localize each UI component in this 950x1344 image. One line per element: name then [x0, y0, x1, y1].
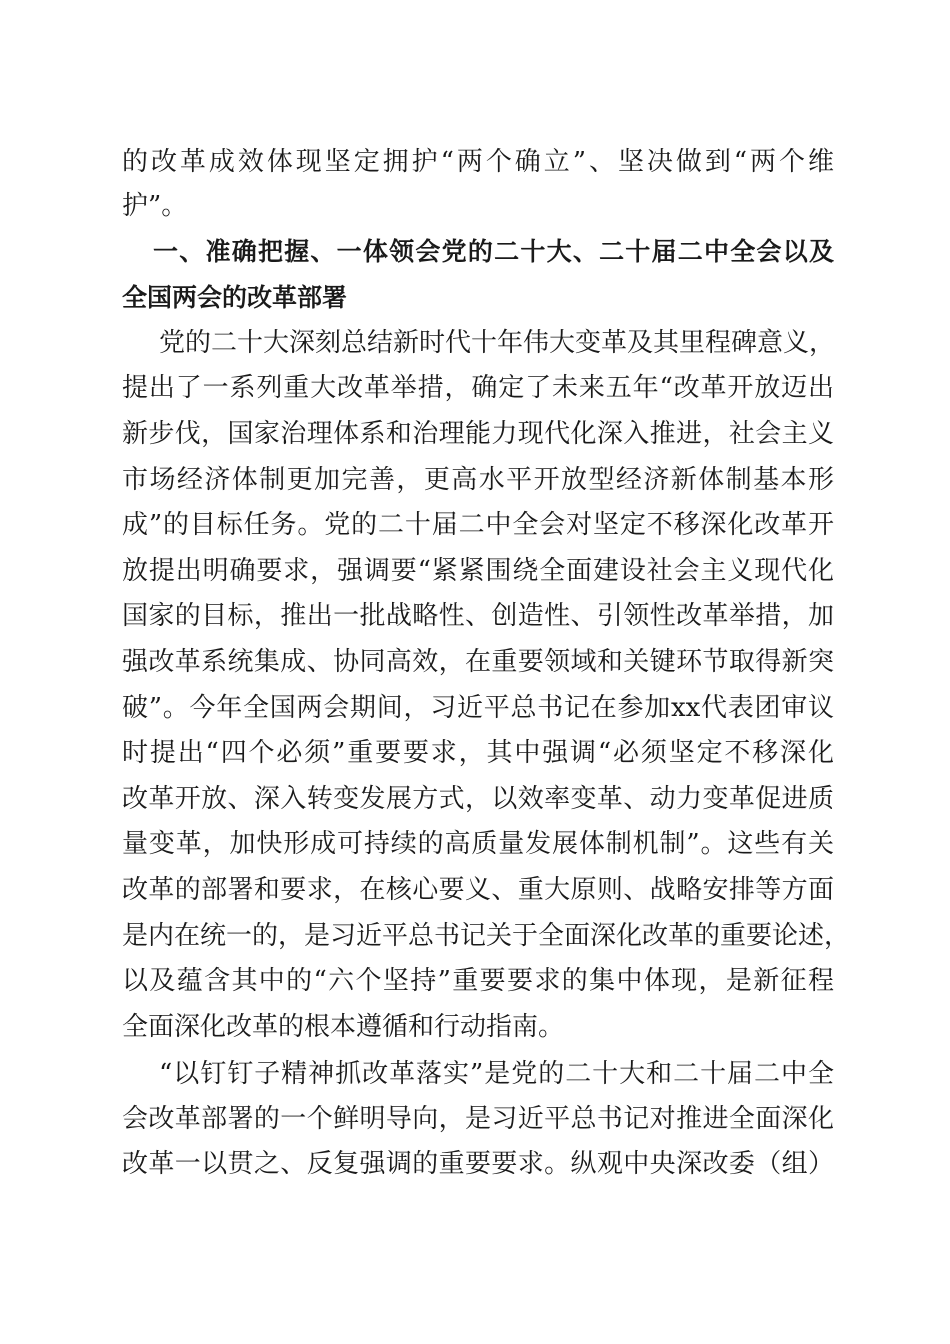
section-heading-line-2: 全国两会的改革部署 [122, 283, 348, 312]
paragraph-1-line: 党的二十大深刻总结新时代十年伟大变革及其里程碑意义， [159, 328, 836, 358]
paragraph-1-line: 国家的目标，推出一批战略性、创造性、引领性改革举措，加 [122, 601, 834, 631]
paragraph-1-line: 改革开放、深入转变发展方式，以效率变革、动力变革促进质 [122, 784, 834, 814]
paragraph-1-line: 以及蕴含其中的“六个坚持”重要要求的集中体现，是新征程 [122, 966, 834, 996]
paragraph-1-line: 全面深化改革的根本遵循和行动指南。 [122, 1012, 565, 1042]
section-heading-line-1: 一、准确把握、一体领会党的二十大、二十届二中全会以及 [153, 237, 834, 266]
paragraph-2-line: 改革一以贯之、反复强调的重要要求。纵观中央深改委（组） [122, 1149, 834, 1179]
intro-line-2: 护”。 [122, 191, 188, 221]
paragraph-2-line: “以钉钉子精神抓改革落实”是党的二十大和二十届二中全 [159, 1059, 834, 1089]
paragraph-1-line: 改革的部署和要求，在核心要义、重大原则、战略安排等方面 [122, 875, 834, 905]
paragraph-1-line: 量变革，加快形成可持续的高质量发展体制机制”。这些有关 [122, 829, 834, 859]
paragraph-1-line: 成”的目标任务。党的二十届二中全会对坚定不移深化改革开 [122, 510, 834, 540]
intro-line-1: 的改革成效体现坚定拥护“两个确立”、坚决做到“两个维 [122, 147, 834, 177]
paragraph-1-line: 时提出“四个必须”重要要求，其中强调“必须坚定不移深化 [122, 738, 834, 768]
paragraph-1-line: 强改革系统集成、协同高效，在重要领域和关键环节取得新突 [122, 647, 834, 677]
paragraph-2-line: 会改革部署的一个鲜明导向，是习近平总书记对推进全面深化 [122, 1104, 834, 1134]
paragraph-1-line: 提出了一系列重大改革举措，确定了未来五年“改革开放迈出 [122, 373, 834, 403]
paragraph-1-line: 放提出明确要求，强调要“紧紧围绕全面建设社会主义现代化 [122, 556, 834, 586]
paragraph-1-line: 新步伐，国家治理体系和治理能力现代化深入推进，社会主义 [122, 419, 834, 449]
paragraph-1-line: 是内在统一的，是习近平总书记关于全面深化改革的重要论述， [122, 921, 851, 951]
paragraph-1-line: 市场经济体制更加完善，更高水平开放型经济新体制基本形 [122, 465, 834, 495]
paragraph-1-line: 破”。今年全国两会期间，习近平总书记在参加xx代表团审议 [122, 693, 834, 723]
